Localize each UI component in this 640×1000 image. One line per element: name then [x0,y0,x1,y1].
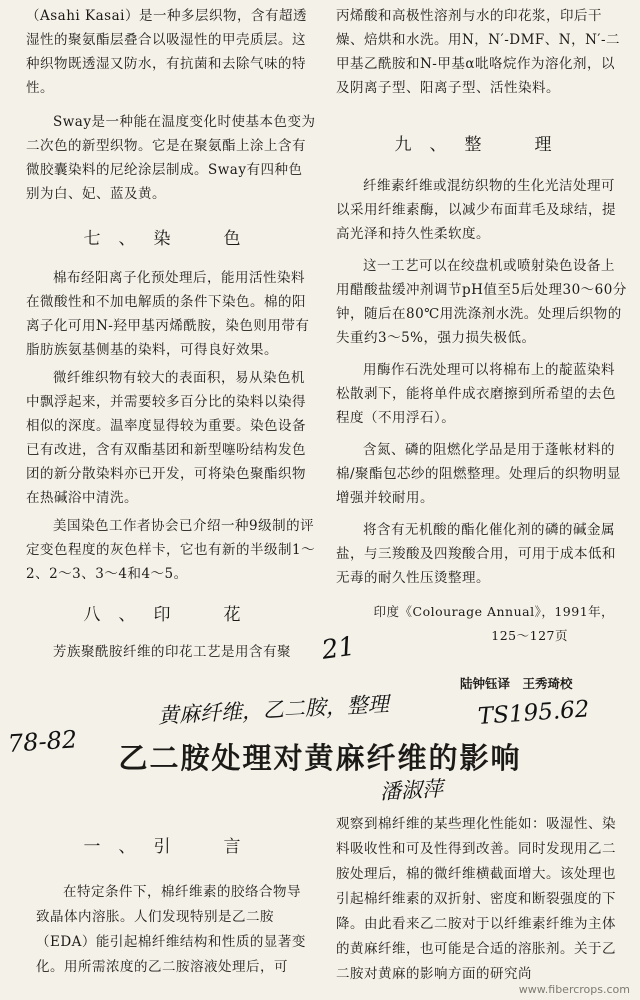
left-paragraph-6: 芳族聚酰胺纤维的印花工艺是用含有聚 [53,644,291,660]
right-paragraph-3: 这一工艺可以在绞盘机或喷射染色设备上用醋酸盐缓冲剂调节pH值至5后处理30～60分钟，随后在80℃用洗涤剂水洗。处理后织物的失重约3～5%，强力损失极低。 [336,258,627,346]
left-paragraph-5: 美国染色工作者协会已介绍一种9级制的评定变色程度的灰色样卡，它也有新的半级制1～2、2～3、3～4和4～5。 [26,518,316,582]
right-paragraph-5: 含氮、磷的阻燃化学品是用于蓬帐材料的棉/聚酯包芯纱的阻燃整理。处理后的织物明显增强并较耐用。 [336,442,622,506]
left-paragraph-3: 棉布经阳离子化预处理后，能用活性染料在微酸性和不加电解质的条件下染色。棉的阳离子化可用N-羟甲基丙烯酰胺，染色则用带有脂肪族氨基侧基的染料，可得良好效果。 [26,270,310,358]
section-heading-finishing: 九、整 理 [394,135,570,155]
right-paragraph-1: 丙烯酸和高极性溶剂与水的印花浆，印后干燥、焙烘和水洗。用N，N′-DMF、N，N′-二甲基乙酰胺和N-甲基α吡咯烷作为溶化剂，以及阴离子型、阳离子型、活性染料。 [336,8,621,96]
right-paragraph-6: 将含有无机酸的酯化催化剂的磷的碱金属盐，与三羧酸及四羧酸合用，可用于成本低和无毒的耐久性压烫整理。 [336,522,616,586]
left-paragraph-4: 微纤维织物有较大的表面积，易从染色机中飘浮起来，并需要较多百分比的染料以染得相似的深度。温率度显得较为重要。染色设备已有改进，含有双酯基团和新型噻吩结构发色团的新分散染料亦已开发，可将染色聚酯织物在热碱浴中清洗。 [26,370,306,506]
right-column [336,4,628,648]
section-heading-dyeing: 七、染 色 [83,229,259,249]
article-right-column [336,812,628,987]
left-paragraph-2: Sway是一种能在温度变化时使基本色变为二次色的新型织物。它是在聚氨酯上涂上含有微胶囊染料的尼纶涂层制成。Sway有四种色别为白、妃、蓝及黄。 [26,114,316,202]
handwritten-classification-code: TS195.62 [477,696,591,730]
translator-credit: 陆钟钰译 王秀琦校 [460,676,573,691]
handwritten-number-left: 78-82 [7,725,78,758]
right-paragraph-4: 用酶作石洗处理可以将棉布上的靛蓝染料松散剥下，能将单件成衣磨擦到所希望的去色程度（不用浮石）。 [336,362,616,426]
handwritten-number-middle: 21 [319,631,357,666]
source-citation: 印度《Colourage Annual》，1991年， [373,604,615,619]
article-right-paragraph: 观察到棉纤维的某些理化性能如：吸湿性、染料吸收性和可及性得到改善。同时发现用乙二胺处理后，棉的微纤维横截面增大。该处理也引起棉纤维素的双折射、密度和断裂强度的下降。由此看来乙二胺对于以纤维素纤维为主体的黄麻纤维，也可能是合适的溶胀剂。关于乙二胺对黄麻的影响方面的研究尚 [336,816,616,982]
section-heading-printing: 八、印 花 [83,605,259,625]
handwritten-keywords: 黄麻纤维，乙二胺，整理 [157,691,390,728]
right-paragraph-2: 纤维素纤维或混纺织物的生化光洁处理可以采用纤维素酶，以减少布面茸毛及球结，提高光泽和持久性柔软度。 [336,178,616,242]
article-left-paragraph: 在特定条件下，棉纤维素的胶络合物导致晶体内溶胀。人们发现特别是乙二胺（EDA）能引起棉纤维结构和性质的显著变化。用所需浓度的乙二胺溶液处理后，可 [36,884,306,975]
source-pages: 125～127页 [491,628,568,643]
article-title: 乙二胺处理对黄麻纤维的影响 [118,741,522,775]
left-paragraph-1: （Asahi Kasai）是一种多层织物，含有超透湿性的聚氨酯层叠合以吸湿性的甲壳质层。这种织物既透湿又防水，有抗菌和去除气味的特性。 [26,8,307,96]
section-heading-introduction: 一、引 言 [83,837,259,857]
left-column [26,4,316,664]
handwritten-author: 潘淑萍 [379,776,444,804]
article-left-column [36,832,306,980]
watermark: www.fibercrops.com [518,983,630,996]
